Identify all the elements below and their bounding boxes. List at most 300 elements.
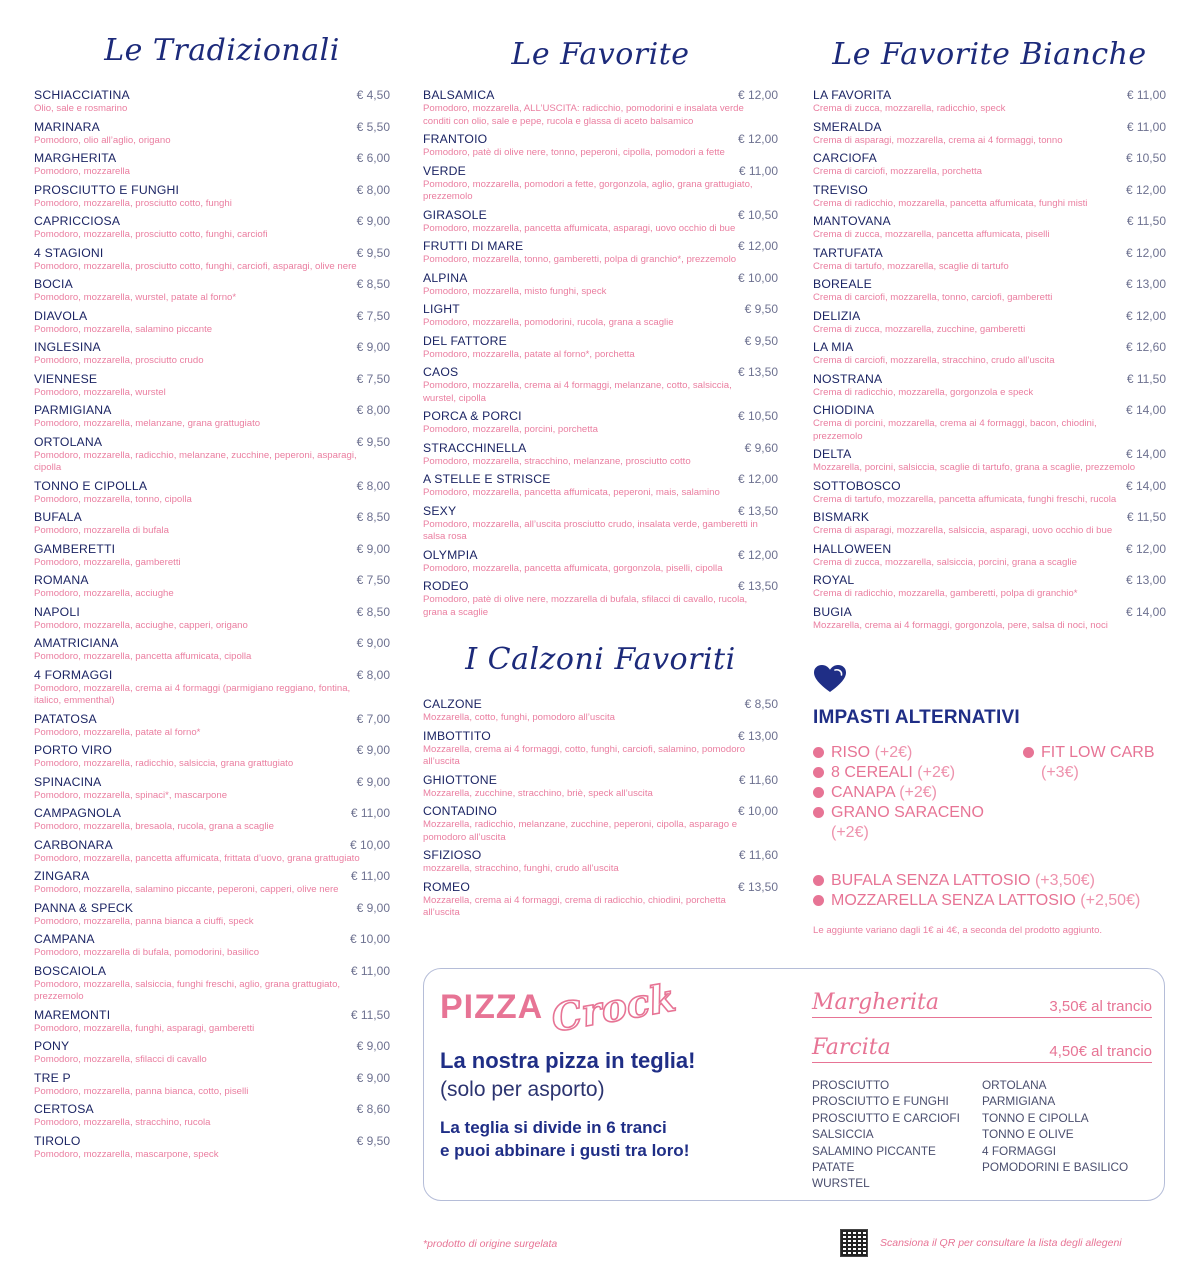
- menu-item-price: € 10,00: [737, 270, 778, 285]
- menu-item-name: CONTADINO: [423, 804, 498, 818]
- menu-item-description: Crema di asparagi, mozzarella, crema ai 4 formaggi, tonno: [813, 134, 1063, 146]
- menu-item-header: [34, 435, 390, 450]
- menu-item-header: [813, 120, 1166, 135]
- menu-item-description: Pomodoro, mozzarella di bufala: [34, 525, 169, 536]
- menu-item-header: [34, 1039, 390, 1054]
- menu-item-name: SOTTOBOSCO: [813, 478, 901, 493]
- menu-item-description: Crema di tartufo, mozzarella, pancetta affumicata, funghi freschi, rucola: [813, 493, 1117, 505]
- menu-item-price: € 14,00: [1125, 604, 1166, 619]
- menu-item-description: Pomodoro, mozzarella, salamino piccante: [34, 323, 213, 335]
- menu-item: [34, 838, 390, 866]
- menu-item-description: Crema di asparagi, mozzarella, salsiccia, asparagi, uovo occhio di bue: [813, 525, 1113, 536]
- menu-item-description: Pomodoro, mozzarella, pancetta affumicata, gorgonzola, piselli, cipolla: [423, 562, 723, 574]
- crock-prices: [812, 983, 1152, 1192]
- menu-item-price: € 11,00: [350, 869, 390, 883]
- menu-item-description: Crema di carciofi, mozzarella, stracchino, crudo all’uscita: [813, 355, 1055, 366]
- menu-item: [34, 340, 390, 368]
- impasto-option-text: [831, 891, 1140, 911]
- menu-item-name: INGLESINA: [34, 340, 101, 354]
- menu-item-header: [34, 932, 390, 947]
- menu-item: [813, 372, 1166, 400]
- menu-item-header: [34, 510, 390, 525]
- menu-item-description: Pomodoro, mozzarella, prosciutto crudo: [34, 355, 204, 366]
- crock-price-margherita: [812, 983, 1152, 1018]
- menu-item-description: Pomodoro, mozzarella, tonno, gamberetti, polpa di granchio*, prezzemolo: [423, 254, 737, 265]
- menu-item-price: € 12,00: [737, 239, 778, 253]
- menu-item-description: Pomodoro, mozzarella, melanzane, grana grattugiato: [34, 418, 261, 429]
- bullet-dot-icon: [813, 807, 824, 818]
- menu-item: [813, 277, 1166, 305]
- menu-item-description: Pomodoro, patè di olive nere, mozzarella di bufala, sfilacci di cavallo, rucola, grana a scaglie: [423, 594, 748, 618]
- menu-item-price: € 6,00: [356, 151, 390, 165]
- menu-item-price: € 8,00: [356, 667, 390, 682]
- menu-item-name: CHIODINA: [813, 403, 875, 417]
- menu-item-price: € 9,00: [356, 1070, 390, 1085]
- menu-item-header: [813, 151, 1166, 166]
- menu-item-name: GAMBERETTI: [34, 541, 116, 556]
- menu-item: [34, 712, 390, 740]
- menu-item: [423, 697, 778, 725]
- menu-item-name: CALZONE: [423, 697, 482, 711]
- menu-item-name: PONY: [34, 1039, 70, 1053]
- menu-item-price: € 12,00: [1125, 541, 1166, 556]
- menu-item-description: Pomodoro, mozzarella, stracchino, melanzane, prosciutto cotto: [423, 455, 691, 467]
- menu-item-description: Pomodoro, mozzarella, bresaola, rucola, grana a scaglie: [34, 821, 274, 832]
- menu-item: [34, 309, 390, 337]
- impasto-option: [1023, 743, 1166, 783]
- menu-item-description: Pomodoro, mozzarella, tonno, cipolla: [34, 493, 192, 505]
- menu-item-name: CAOS: [423, 365, 459, 379]
- menu-list-tradizionali: [34, 88, 390, 1161]
- menu-item: [813, 605, 1166, 633]
- menu-item: [813, 573, 1166, 601]
- crock-flavors: [812, 1077, 1152, 1192]
- menu-item: [34, 1102, 390, 1130]
- menu-item-price: € 9,00: [356, 900, 390, 915]
- menu-item-price: € 7,50: [356, 573, 390, 587]
- menu-item-price: € 9,00: [356, 340, 390, 354]
- menu-item-price: € 8,50: [356, 604, 390, 619]
- menu-item-price: € 11,50: [1126, 214, 1166, 228]
- menu-item-name: SCHIACCIATINA: [34, 88, 130, 102]
- menu-item-name: ALPINA: [423, 270, 468, 285]
- crock-flavor: PATATE: [812, 1160, 855, 1175]
- qr-code-icon[interactable]: [840, 1229, 868, 1257]
- section-title-calzoni: I Calzoni Favoriti: [465, 642, 736, 677]
- menu-item-name: BUFALA: [34, 510, 82, 524]
- menu-item: [34, 435, 390, 475]
- menu-item-header: [34, 309, 390, 324]
- crock-flavor: SALAMINO PICCANTE: [812, 1143, 936, 1158]
- menu-item-header: [423, 208, 778, 223]
- menu-item-header: [34, 869, 390, 884]
- menu-item-header: [813, 447, 1166, 462]
- crock-flavor: PARMIGIANA: [982, 1094, 1056, 1109]
- menu-item: [423, 208, 778, 236]
- menu-item-description: Pomodoro, patè di olive nere, tonno, peperoni, cipolla, pomodori a fette: [423, 147, 725, 158]
- menu-item-price: € 5,50: [356, 119, 390, 134]
- impasto-name: GRANO SARACENO: [831, 804, 984, 821]
- menu-item-name: CARCIOFA: [813, 151, 877, 165]
- impasto-option: [813, 763, 1023, 783]
- impasto-name: BUFALA SENZA LATTOSIO: [831, 872, 1031, 889]
- menu-item-description: Pomodoro, mozzarella, patate al forno*: [34, 726, 201, 738]
- menu-item-price: € 9,00: [356, 636, 390, 650]
- menu-item-header: [34, 1071, 390, 1086]
- column-tradizionali: [34, 0, 390, 1165]
- menu-item: [813, 542, 1166, 570]
- menu-item-header: [423, 548, 778, 563]
- menu-item-header: [423, 409, 778, 424]
- menu-item-name: ROMEO: [423, 879, 471, 894]
- menu-item: [813, 340, 1166, 368]
- menu-item-name: ROYAL: [813, 573, 855, 587]
- menu-item-name: VERDE: [423, 163, 466, 178]
- menu-item-description: Pomodoro, mozzarella, prosciutto cotto, funghi, carciofi: [34, 229, 268, 240]
- crock-flavor: ORTOLANA: [982, 1078, 1047, 1092]
- menu-item-description: Pomodoro, mozzarella: [34, 166, 130, 177]
- menu-item-price: € 12,00: [737, 132, 778, 146]
- menu-item-price: € 9,00: [356, 1039, 390, 1053]
- menu-item-name: SFIZIOSO: [423, 848, 482, 862]
- menu-item-description: Pomodoro, mozzarella, pancetta affumicata, peperoni, mais, salamino: [423, 487, 720, 498]
- impasto-name: RISO: [831, 744, 871, 761]
- menu-item: [34, 1071, 390, 1099]
- impasto-option-text: [1041, 743, 1166, 783]
- menu-item-name: BUGIA: [813, 604, 852, 619]
- menu-item-price: € 14,00: [1125, 447, 1166, 461]
- crock-logo-pizza: PIZZA: [440, 988, 544, 1026]
- menu-item-price: € 10,50: [1125, 151, 1166, 165]
- menu-item-price: € 9,50: [356, 1133, 390, 1148]
- column-favorite: [423, 0, 778, 924]
- bullet-dot-icon: [813, 767, 824, 778]
- pizza-crock-box: [423, 968, 1165, 1201]
- crock-logo-script: Crock: [548, 974, 680, 1041]
- menu-item-description: Crema di tartufo, mozzarella, scaglie di tartufo: [813, 260, 1009, 272]
- crock-flavors-right: [982, 1077, 1152, 1192]
- menu-item: [423, 729, 778, 769]
- menu-item-name: SEXY: [423, 503, 457, 518]
- bullet-dot-icon: [813, 875, 824, 886]
- menu-item-price: € 9,00: [356, 214, 390, 228]
- menu-item-price: € 12,00: [1125, 182, 1166, 197]
- menu-item-name: FRANTOIO: [423, 132, 488, 146]
- menu-item-price: € 13,00: [1125, 277, 1166, 291]
- menu-item-name: SMERALDA: [813, 119, 882, 134]
- menu-item-name: GHIOTTONE: [423, 772, 498, 787]
- section-title-tradizionali: Le Tradizionali: [104, 33, 340, 68]
- menu-item-name: RODEO: [423, 579, 469, 593]
- menu-item-name: NAPOLI: [34, 604, 80, 619]
- menu-item: [34, 479, 390, 507]
- section-title-bianche: Le Favorite Bianche: [832, 37, 1147, 72]
- menu-item-header: [813, 246, 1166, 261]
- menu-item-description: Pomodoro, mozzarella, prosciutto cotto, funghi, carciofi, asparagi, olive nere: [34, 260, 357, 272]
- menu-item-name: FRUTTI DI MARE: [423, 239, 524, 253]
- menu-item-price: € 10,00: [349, 932, 390, 946]
- menu-item-description: Pomodoro, mozzarella, salamino piccante, peperoni, capperi, olive nere: [34, 884, 339, 895]
- menu-item-description: Mozzarella, porcini, salsiccia, scaglie di tartufo, grana a scaglie, prezzemolo: [813, 462, 1136, 473]
- menu-item-description: Mozzarella, zucchine, stracchino, briè, speck all’uscita: [423, 787, 653, 799]
- menu-item-header: [423, 579, 778, 594]
- column-bianche: [813, 0, 1166, 936]
- impasto-surcharge: (+2€): [917, 764, 956, 781]
- menu-item-description: Crema di zucca, mozzarella, salsiccia, porcini, grana a scaglie: [813, 556, 1077, 568]
- menu-item-description: Pomodoro, mozzarella di bufala, pomodorini, basilico: [34, 947, 260, 958]
- impasto-surcharge: (+3€): [1041, 764, 1079, 781]
- menu-item-description: Pomodoro, mozzarella, acciughe: [34, 588, 174, 599]
- menu-item: [34, 636, 390, 664]
- menu-item-name: PORTO VIRO: [34, 743, 113, 757]
- impasto-surcharge: (+2€): [831, 824, 869, 841]
- menu-item-price: € 8,50: [356, 277, 390, 291]
- menu-item-description: Pomodoro, mozzarella, pomodorini, rucola, grana a scaglie: [423, 317, 674, 328]
- menu-item-header: [423, 334, 778, 349]
- menu-item-header: [34, 964, 390, 979]
- impasto-surcharge: (+3,50€): [1034, 872, 1095, 889]
- menu-item-header: [813, 372, 1166, 387]
- menu-item-price: € 8,60: [356, 1102, 390, 1116]
- menu-item-name: TARTUFATA: [813, 245, 883, 260]
- menu-item-header: [813, 309, 1166, 324]
- menu-item: [423, 880, 778, 920]
- menu-item: [34, 964, 390, 1004]
- menu-item-description: Crema di radicchio, mozzarella, gorgonzola e speck: [813, 386, 1034, 398]
- menu-item: [34, 510, 390, 538]
- menu-item-price: € 7,00: [356, 711, 390, 726]
- menu-item-name: CERTOSA: [34, 1102, 94, 1116]
- impasto-option-text: [831, 871, 1095, 891]
- menu-item-price: € 11,00: [350, 806, 390, 820]
- crock-flavors-left: [812, 1077, 982, 1192]
- menu-item-name: CAMPAGNOLA: [34, 806, 122, 820]
- menu-item-name: TONNO E CIPOLLA: [34, 478, 148, 493]
- menu-item-description: Crema di zucca, mozzarella, radicchio, speck: [813, 103, 1006, 114]
- menu-item-price: € 11,00: [1126, 119, 1166, 134]
- menu-item-header: [34, 605, 390, 620]
- menu-item-header: [813, 340, 1166, 355]
- crock-logo: [440, 974, 800, 1041]
- menu-item-price: € 11,60: [738, 848, 778, 862]
- menu-item-description: Mozzarella, cotto, funghi, pomodoro all’uscita: [423, 712, 615, 723]
- crock-description-line-1: La teglia si divide in 6 tranci: [440, 1118, 667, 1137]
- menu-item-name: STRACCHINELLA: [423, 440, 527, 455]
- menu-item: [423, 848, 778, 876]
- bullet-dot-icon: [1023, 747, 1034, 758]
- impasto-option-text: [831, 743, 912, 763]
- menu-item-description: Crema di radicchio, mozzarella, pancetta affumicata, funghi misti: [813, 197, 1088, 209]
- menu-item-header: [34, 403, 390, 418]
- menu-item-header: [423, 804, 778, 819]
- menu-item-price: € 14,00: [1125, 403, 1166, 417]
- menu-item-price: € 9,50: [356, 434, 390, 449]
- menu-item-price: € 9,00: [356, 541, 390, 556]
- menu-item-description: Pomodoro, mozzarella, wurstel: [34, 386, 166, 398]
- menu-item-description: Pomodoro, mozzarella, panna bianca a ciuffi, speck: [34, 915, 254, 927]
- menu-item-description: Mozzarella, crema ai 4 formaggi, crema di radicchio, chiodini, porchetta all’uscita: [423, 894, 726, 918]
- menu-item: [813, 246, 1166, 274]
- menu-item: [813, 309, 1166, 337]
- menu-item: [813, 510, 1166, 538]
- menu-item-description: Pomodoro, mozzarella, stracchino, rucola: [34, 1117, 211, 1128]
- menu-item: [423, 472, 778, 500]
- menu-item-name: DIAVOLA: [34, 308, 88, 323]
- menu-item: [423, 548, 778, 576]
- menu-item-description: Pomodoro, mozzarella, salsiccia, funghi freschi, aglio, grana grattugiato, prezzemolo: [34, 978, 341, 1002]
- menu-item-name: PANNA & SPECK: [34, 900, 134, 915]
- menu-item-name: ORTOLANA: [34, 434, 103, 449]
- menu-item: [34, 605, 390, 633]
- crock-flavor: PROSCIUTTO E FUNGHI: [812, 1094, 949, 1109]
- menu-item-name: LA MIA: [813, 340, 854, 354]
- menu-item-price: € 13,50: [737, 579, 778, 593]
- menu-item-name: OLYMPIA: [423, 547, 478, 562]
- menu-item-name: TREVISO: [813, 182, 868, 197]
- menu-item-header: [423, 365, 778, 380]
- menu-item: [34, 120, 390, 148]
- impasto-name: CANAPA: [831, 784, 895, 801]
- menu-item-description: Crema di carciofi, mozzarella, porchetta: [813, 166, 983, 177]
- menu-item-name: BISMARK: [813, 510, 870, 524]
- menu-item-name: BOSCAIOLA: [34, 963, 107, 978]
- menu-item-price: € 8,00: [356, 478, 390, 493]
- menu-item-price: € 10,00: [349, 837, 390, 852]
- menu-item: [423, 504, 778, 544]
- menu-item-header: [813, 88, 1166, 103]
- menu-item-description: Pomodoro, mozzarella, crema ai 4 formaggi (parmigiano reggiano, fontina, italico, emmenthal): [34, 682, 351, 706]
- menu-item-price: € 12,00: [737, 472, 778, 486]
- menu-item: [423, 271, 778, 299]
- crock-flavor: SALSICCIA: [812, 1127, 874, 1142]
- impasto-option: [813, 783, 1023, 803]
- menu-item-name: A STELLE E STRISCE: [423, 472, 551, 486]
- menu-item-header: [423, 472, 778, 487]
- menu-item: [813, 214, 1166, 242]
- impasto-name: 8 CEREALI: [831, 764, 913, 781]
- menu-item-name: 4 FORMAGGI: [34, 667, 113, 682]
- menu-item-header: [34, 636, 390, 651]
- menu-item-header: [34, 838, 390, 853]
- menu-item-name: SPINACINA: [34, 774, 102, 789]
- crock-flavor: POMODORINI E BASILICO: [982, 1160, 1129, 1175]
- menu-item-price: € 13,00: [1125, 573, 1166, 587]
- menu-item-description: Olio, sale e rosmarino: [34, 103, 128, 114]
- menu-item-name: HALLOWEEN: [813, 541, 892, 556]
- menu-item-price: € 7,50: [356, 371, 390, 386]
- menu-item-header: [813, 542, 1166, 557]
- menu-item-header: [423, 164, 778, 179]
- menu-item-description: Pomodoro, mozzarella, funghi, asparagi, gamberetti: [34, 1022, 255, 1034]
- menu-item-price: € 9,50: [744, 333, 778, 348]
- lattosio-list: [813, 871, 1166, 911]
- menu-item-header: [423, 132, 778, 147]
- impasto-option: [813, 803, 1023, 843]
- menu-item-price: € 13,50: [737, 503, 778, 518]
- crock-flavor: PROSCIUTTO: [812, 1078, 890, 1092]
- menu-item-description: Pomodoro, mozzarella, spinaci*, mascarpone: [34, 789, 228, 801]
- menu-item: [34, 277, 390, 305]
- menu-item-header: [423, 773, 778, 788]
- menu-item-description: Pomodoro, mozzarella, panna bianca, cotto, piselli: [34, 1085, 249, 1097]
- menu-item: [34, 668, 390, 708]
- section-title-favorite: Le Favorite: [511, 37, 690, 72]
- menu-item-description: Pomodoro, mozzarella, pancetta affumicata, cipolla: [34, 651, 252, 662]
- aggiunte-note: Le aggiunte variano dagli 1€ ai 4€, a seconda del prodotto aggiunto.: [813, 925, 1103, 936]
- menu-item-price: € 12,00: [737, 547, 778, 562]
- menu-item-header: [34, 214, 390, 229]
- menu-item-header: [423, 271, 778, 286]
- menu-item-description: Mozzarella, crema ai 4 formaggi, cotto, funghi, carciofi, salamino, pomodoro all’uscita: [423, 743, 746, 767]
- menu-item-description: Pomodoro, mozzarella, sfilacci di cavallo: [34, 1054, 207, 1065]
- menu-item-description: Mozzarella, crema ai 4 formaggi, gorgonzola, pere, salsa di noci, noci: [813, 619, 1108, 631]
- menu-item-description: Pomodoro, mozzarella, pancetta affumicata, asparagi, uovo occhio di bue: [423, 222, 736, 234]
- menu-item-name: BOCIA: [34, 277, 73, 291]
- menu-item-price: € 11,60: [738, 772, 778, 787]
- menu-item-price: € 13,50: [737, 879, 778, 894]
- menu-item-price: € 4,50: [356, 88, 390, 102]
- menu-item-description: mozzarella, stracchino, funghi, crudo all’uscita: [423, 863, 619, 874]
- impasto-option: [813, 743, 1023, 763]
- menu-item-header: [34, 120, 390, 135]
- crock-description: [440, 1116, 800, 1162]
- menu-item-name: PORCA & PORCI: [423, 409, 522, 423]
- menu-item-header: [34, 1134, 390, 1149]
- menu-item-name: BALSAMICA: [423, 88, 495, 102]
- menu-item: [423, 804, 778, 844]
- menu-item-header: [34, 712, 390, 727]
- menu-item: [423, 239, 778, 267]
- crock-subtitle: (solo per asporto): [440, 1078, 605, 1101]
- menu-item-header: [34, 340, 390, 355]
- menu-item-header: [423, 441, 778, 456]
- menu-item-description: Pomodoro, mozzarella, gamberetti: [34, 556, 181, 568]
- crock-intro: [440, 974, 800, 1162]
- menu-item: [34, 542, 390, 570]
- menu-item-price: € 11,50: [350, 1007, 390, 1022]
- menu-item-header: [813, 214, 1166, 229]
- menu-item: [34, 573, 390, 601]
- impasto-option-text: [831, 763, 955, 783]
- menu-list-bianche: [813, 88, 1166, 632]
- menu-item: [813, 183, 1166, 211]
- menu-item-price: € 8,00: [356, 403, 390, 417]
- bullet-dot-icon: [813, 747, 824, 758]
- menu-item-name: MARINARA: [34, 119, 100, 134]
- menu-item-header: [34, 183, 390, 198]
- impasto-option: [813, 891, 1166, 911]
- menu-item-description: Crema di carciofi, mozzarella, tonno, carciofi, gamberetti: [813, 292, 1053, 303]
- menu-item-price: € 11,50: [1126, 510, 1166, 524]
- menu-item: [813, 403, 1166, 443]
- menu-item-name: PARMIGIANA: [34, 403, 112, 417]
- menu-item: [34, 775, 390, 803]
- menu-item: [34, 151, 390, 179]
- menu-item-header: [423, 848, 778, 863]
- bullet-dot-icon: [813, 787, 824, 798]
- crock-flavor: TONNO E CIPOLLA: [982, 1110, 1089, 1125]
- menu-item-description: Pomodoro, olio all’aglio, origano: [34, 134, 171, 146]
- menu-item: [813, 88, 1166, 116]
- crock-price-value: 4,50€ al trancio: [1049, 1043, 1152, 1060]
- menu-item-name: MANTOVANA: [813, 214, 891, 228]
- menu-item-description: Pomodoro, mozzarella, radicchio, salsiccia, grana grattugiato: [34, 758, 294, 769]
- menu-item-name: CAPRICCIOSA: [34, 214, 121, 228]
- menu-item-name: 4 STAGIONI: [34, 245, 104, 260]
- menu-item-description: Pomodoro, mozzarella, acciughe, capperi, origano: [34, 619, 248, 631]
- impasti-list-left: [813, 743, 1023, 843]
- menu-item: [34, 901, 390, 929]
